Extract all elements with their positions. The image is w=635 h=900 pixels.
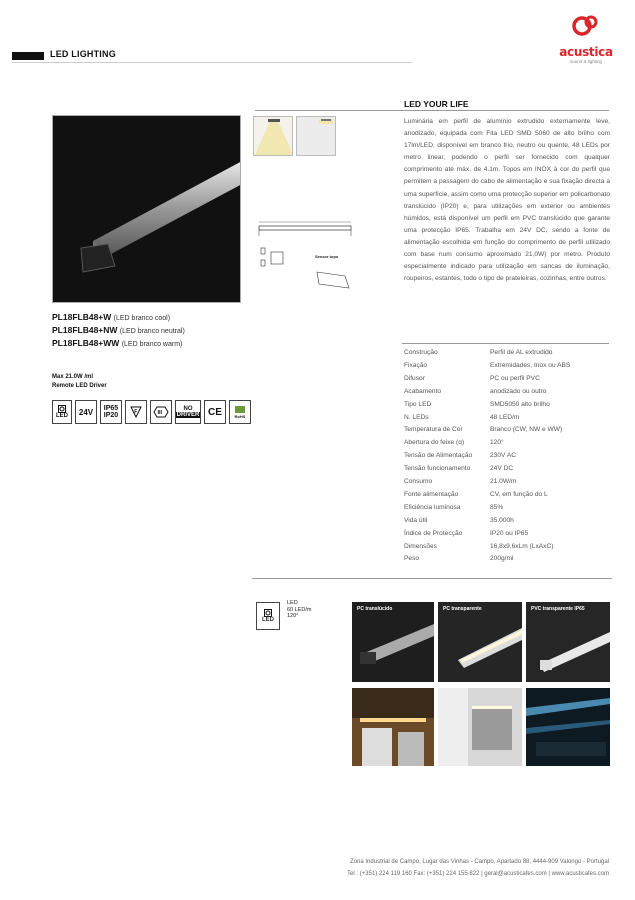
spec-key: Peso xyxy=(404,555,420,563)
diagram-label: Sensor topo xyxy=(315,254,339,259)
spec-key: Consumo xyxy=(404,478,433,485)
footer-contacts: Tel : (+351) 224 119 160 Fax: (+351) 224 155 822 | geral@acusticafes.com | www.acusticafes.com xyxy=(347,871,609,877)
product-description: Luminária em perfil de alumínio extrudido externamente leve, anodizado, equipada com Fita LED SMD 5060 de alto brilho com 17lm/LED, disponível em branco frio, neutro ou quente, 48 LEDs por metro linear, podendo o perfil ser fornecido com qualquer comprimento até máx. de 4.1m. Topos em INOX à cor do perfil que permitem a passagem do cabo de alimentação e sua fixação directa a uma superfície, assim como uma protecção superior em policarbonato translúcido (IP20) e, para utilizações em exterior ou ambientes húmidos, está disponível um perfil em PVC translúcido que garante uma protecção IP65. Trabalha em 24V DC, sendo a fonte de alimentação escolhida em função do comprimento de perfil utilizado com base num consumo aproximado 21,0W) por metro. Produto especialmente indicado para utilização em sancas de iluminação, roupeiros, estantes, todo o tipo de prateleiras, cozinhas, entre outros. xyxy=(404,118,610,283)
spec-key: Temperatura de Cor xyxy=(404,426,463,434)
led-info-icon: LED xyxy=(256,602,280,630)
spec-key: N. LEDs xyxy=(404,413,429,421)
spec-value: 120° xyxy=(490,439,504,447)
power-max: Max 21.0W /ml xyxy=(52,374,94,380)
no-driver-icon: NO DRIVER xyxy=(175,400,201,424)
spec-value: 24V DC xyxy=(490,465,514,473)
product-code-nw: PL18FLB48+NW (LED branco neutral) xyxy=(52,325,185,335)
led-icon: LED xyxy=(52,400,72,424)
spec-value: CV, em função do L xyxy=(490,490,548,498)
spec-row xyxy=(404,401,614,408)
product-code-ww: PL18FLB48+WW (LED branco warm) xyxy=(52,338,183,348)
spec-value: 21.0W/m xyxy=(490,478,517,485)
spec-value: IP20 ou IP65 xyxy=(490,529,529,537)
header-bar xyxy=(12,52,44,60)
spec-key: Tipo LED xyxy=(404,400,432,408)
spec-value: 16,8x9,6xLm (LxAxC) xyxy=(490,542,554,550)
spec-row xyxy=(404,491,614,498)
spec-row xyxy=(404,375,614,382)
spec-row xyxy=(404,465,614,472)
product-code-w: PL18FLB48+W (LED branco cool) xyxy=(52,312,171,322)
technical-drawing xyxy=(253,208,358,290)
gallery-divider xyxy=(252,578,612,579)
logo-text: acustica xyxy=(559,45,613,59)
spec-row xyxy=(404,555,614,562)
spec-row xyxy=(404,452,614,459)
svg-text:III: III xyxy=(157,410,163,416)
led-info-text: LED 60 LED/m 120° xyxy=(287,600,312,619)
spec-row xyxy=(404,362,614,369)
spec-value: 48 LED/m xyxy=(490,413,520,421)
footer-address: Zona Industrial de Campo, Lugar das Vinhas - Campo, Apartado 88, 4444-909 Valongo - Portugal xyxy=(350,859,609,865)
product-photo xyxy=(52,115,241,303)
section-divider xyxy=(255,110,609,111)
spec-row xyxy=(404,478,614,485)
spec-key: Vida útil xyxy=(404,516,428,524)
photo-ceiling-cove xyxy=(526,688,610,766)
spec-value: Branco (CW, NW e WW) xyxy=(490,426,563,434)
specs-divider xyxy=(402,343,609,344)
spec-row xyxy=(404,349,614,356)
beam-thumb-warm xyxy=(253,116,293,156)
spec-key: Dimensões xyxy=(404,542,437,550)
photo-kitchen xyxy=(352,688,434,766)
spec-value: 200g/ml xyxy=(490,555,514,563)
spec-value: 35.000h xyxy=(490,516,514,524)
section-title: LED YOUR LIFE xyxy=(404,99,469,109)
spec-value: Extremidades, Inox ou ABS xyxy=(490,361,571,369)
spec-row xyxy=(404,426,614,433)
spec-row xyxy=(404,504,614,511)
brand-logo xyxy=(558,14,614,64)
spec-value: Perfil de AL extrudido xyxy=(490,349,553,356)
header-divider xyxy=(12,62,412,63)
spec-row xyxy=(404,543,614,550)
spec-row xyxy=(404,517,614,524)
spec-row xyxy=(404,388,614,395)
spec-row xyxy=(404,530,614,537)
voltage-icon: 24V xyxy=(75,400,97,424)
spec-key: Fixação xyxy=(404,361,428,369)
photo-wardrobe xyxy=(438,688,522,766)
spec-row xyxy=(404,414,614,421)
logo-tagline: sound & lighting xyxy=(569,59,603,64)
spec-value: anodizado ou outro xyxy=(490,387,547,395)
spec-key: Abertura do feixe (α) xyxy=(404,439,465,447)
rohs-icon: RoHS xyxy=(229,400,251,424)
photo-pvc-ip65: PVC transparente IP65 xyxy=(526,602,610,682)
spec-key: Tensão funcionamento xyxy=(404,465,471,473)
spec-key: Tensão de Alimentação xyxy=(404,452,473,460)
spec-key: Difusor xyxy=(404,374,425,382)
spec-key: Acabamento xyxy=(404,387,442,395)
page-title: LED LIGHTING xyxy=(50,49,116,59)
ip-rating-icon: IP65 IP20 xyxy=(100,400,122,424)
certification-icons xyxy=(52,400,251,424)
logo-icon xyxy=(571,14,601,40)
spec-value: 230V AC xyxy=(490,452,517,460)
spec-value: PC ou perfil PVC xyxy=(490,374,540,382)
power-driver: Remote LED Driver xyxy=(52,383,107,389)
photo-pc-translucent: PC translúcido xyxy=(352,602,434,682)
spec-value: SMD5050 alto brilho xyxy=(490,400,550,408)
spec-key: Construção xyxy=(404,349,438,356)
ce-mark-icon: CE xyxy=(204,400,226,424)
beam-thumb-cool xyxy=(296,116,336,156)
spec-value: 85% xyxy=(490,503,504,511)
class-iii-icon xyxy=(150,400,172,424)
spec-row xyxy=(404,439,614,446)
svg-text:F: F xyxy=(134,409,138,415)
f-mark-icon xyxy=(125,400,147,424)
photo-pc-transparent: PC transparente xyxy=(438,602,522,682)
spec-key: Índice de Protecção xyxy=(404,529,463,537)
spec-key: Fonte alimentação xyxy=(404,490,459,498)
spec-key: Eficiência luminosa xyxy=(404,503,461,511)
